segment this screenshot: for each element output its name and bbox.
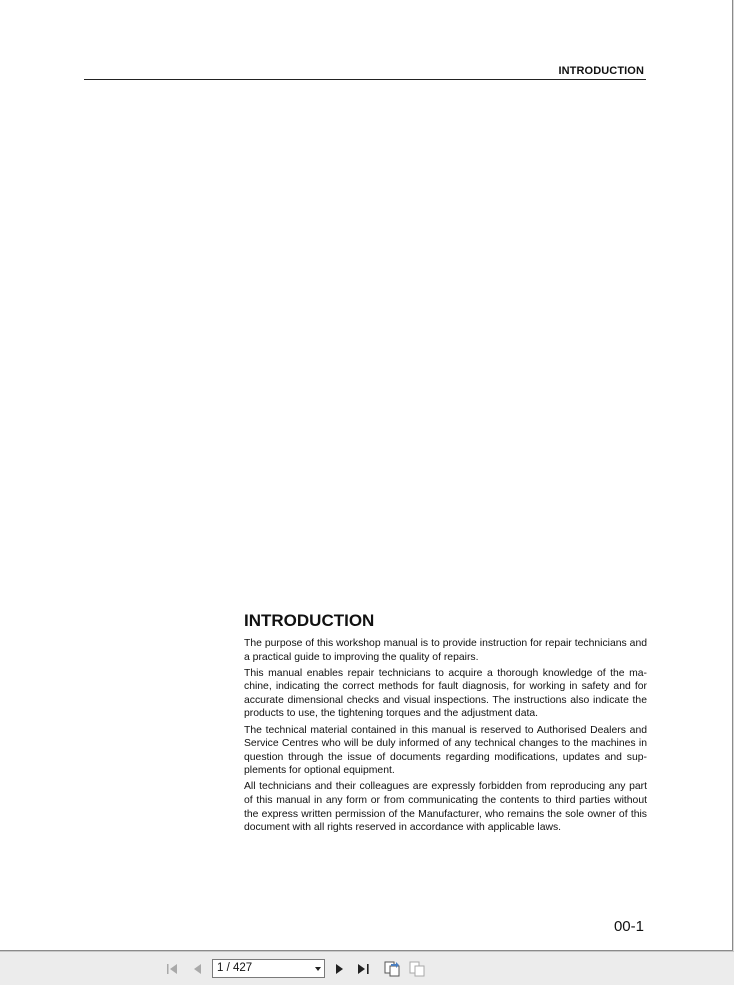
page-indicator-text: 1 / 427 (217, 962, 253, 974)
next-view-icon[interactable] (409, 961, 425, 977)
running-header-title: INTRODUCTION (558, 65, 644, 77)
last-page-icon[interactable] (357, 962, 371, 976)
page-number-select[interactable] (212, 959, 325, 978)
paragraph-purpose: The purpose of this workshop manual is to provide instruction for repair technicians and a practical guide to improving the quality of repairs. (244, 638, 647, 663)
section-heading: INTRODUCTION (244, 611, 375, 630)
next-page-icon[interactable] (333, 962, 347, 976)
previous-page-icon[interactable] (190, 962, 204, 976)
previous-view-icon[interactable] (384, 961, 400, 977)
chevron-down-icon (315, 967, 321, 971)
introduction-section (244, 611, 647, 837)
navigation-toolbar (0, 951, 734, 985)
paragraph-knowledge: This manual enables repair technicians to acquire a thorough knowledge of the machine, indicating the correct methods for fault diagnosis, for working in safety and for accurate dimensional checks and visual inspections. The instructions also indicate the products to use, the tightening torques and the adjustment data. (244, 667, 647, 720)
header-divider (84, 79, 646, 80)
paragraph-copyright: All technicians and their colleagues are expressly forbidden from reproducing any part of this manual in any form or from communicating the contents to third parties without the express written permission of the Manufacturer, who remains the sole owner of this document with all rights reserved in accordance with applicable laws. (244, 781, 647, 834)
first-page-icon[interactable] (165, 962, 179, 976)
page-number: 00-1 (613, 918, 644, 935)
paragraph-technical-material: The technical material contained in this manual is reserved to Authorised Dealers and Service Centres who will be duly informed of any technical changes to the machines in question through the issue of documents regarding modifications, updates and supplements for optional equipment. (244, 724, 647, 777)
